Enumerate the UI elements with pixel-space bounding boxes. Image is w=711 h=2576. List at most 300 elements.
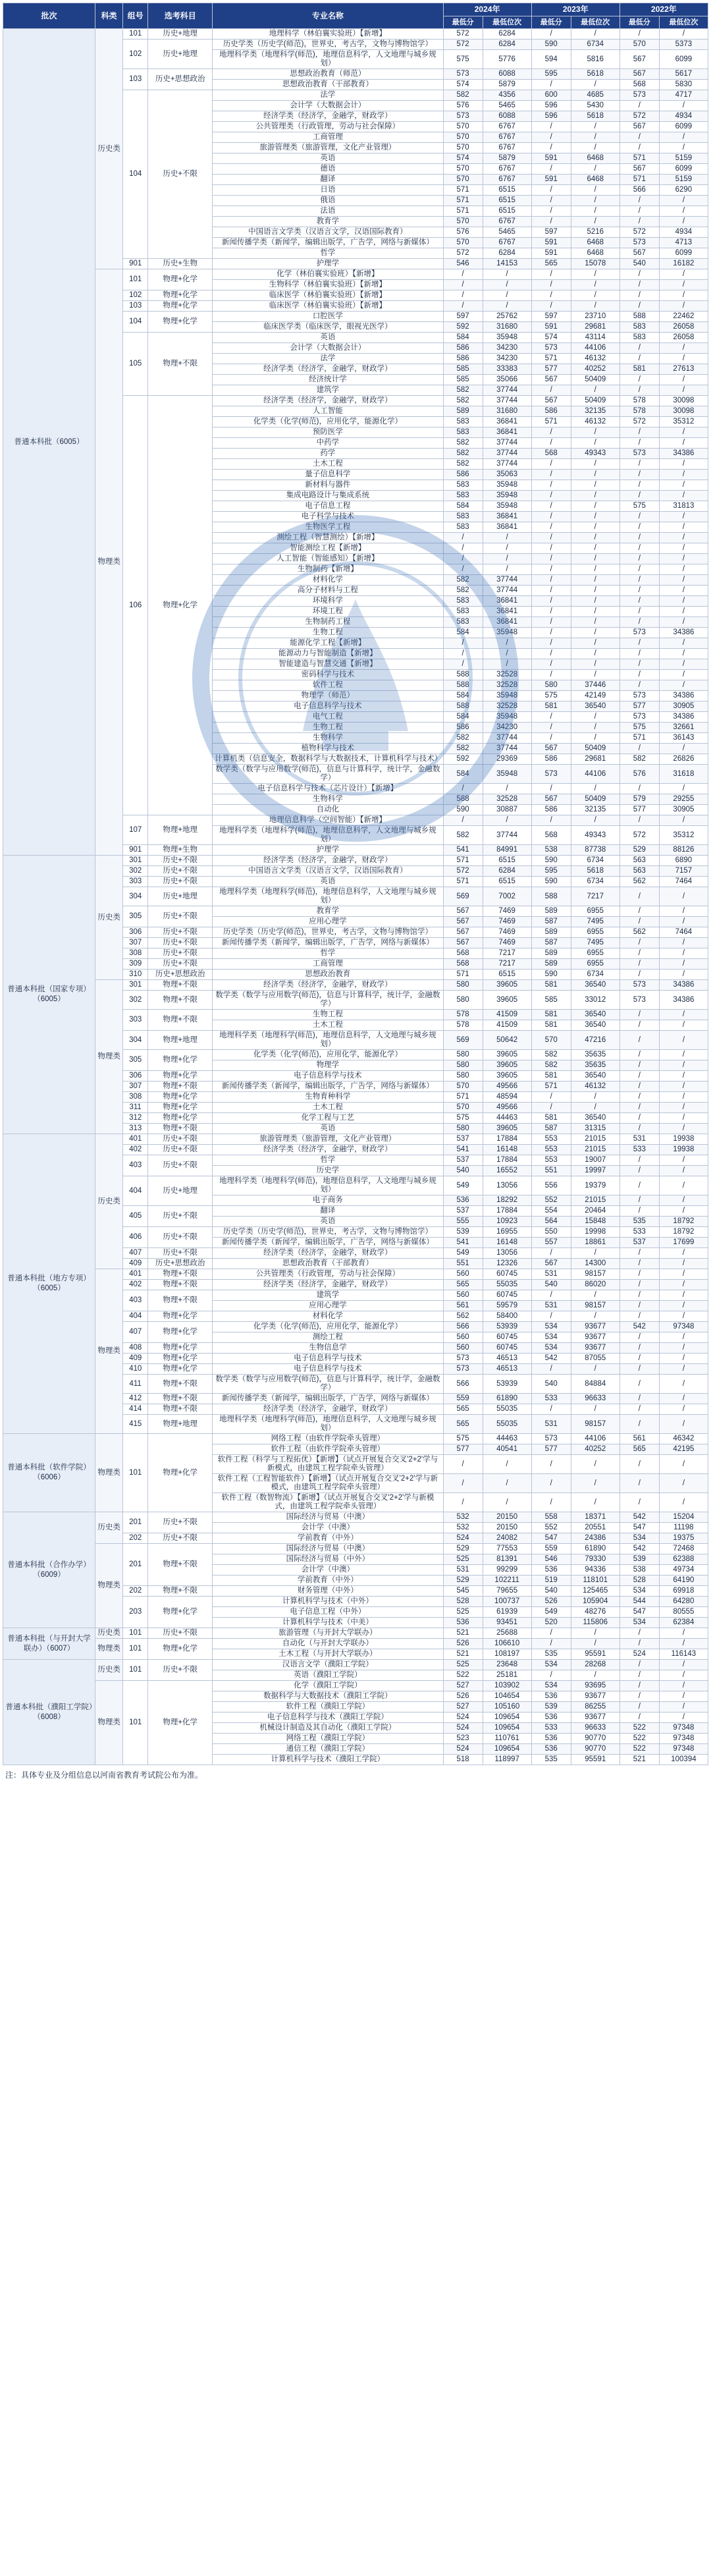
- min-rank-cell: 44106: [571, 765, 619, 784]
- min-rank-cell: 4356: [483, 90, 531, 101]
- subjects-cell: 物理+化学: [148, 290, 213, 301]
- min-score-cell: 542: [531, 1354, 571, 1364]
- major-name-cell: 公共管理类（行政管理，劳动与社会保障）: [213, 122, 443, 132]
- min-score-cell: 532: [443, 1512, 483, 1523]
- min-score-cell: /: [619, 491, 659, 501]
- min-rank-cell: /: [571, 1311, 619, 1322]
- major-name-cell: 地理科学（林伯襄实验班）【新增】: [213, 29, 443, 40]
- min-score-cell: 577: [619, 805, 659, 815]
- major-name-cell: 电子信息科学与技术（濮阳工学院）: [213, 1713, 443, 1723]
- min-rank-cell: 24386: [571, 1533, 619, 1544]
- min-rank-cell: 35063: [483, 470, 531, 480]
- min-rank-cell: 7495: [571, 938, 619, 948]
- major-name-cell: 高分子材料与工程: [213, 586, 443, 596]
- header-group-no: 组号: [123, 3, 148, 29]
- subjects-cell: 历史+不限: [148, 1134, 213, 1145]
- major-name-cell: 护理学: [213, 259, 443, 269]
- min-rank-cell: 35312: [659, 417, 708, 427]
- min-score-cell: /: [619, 659, 659, 670]
- min-score-cell: 582: [443, 90, 483, 101]
- min-rank-cell: 6515: [483, 877, 531, 887]
- min-score-cell: /: [531, 427, 571, 438]
- subjects-cell: 历史+不限: [148, 927, 213, 938]
- min-rank-cell: 58400: [483, 1311, 531, 1322]
- min-rank-cell: /: [571, 1639, 619, 1649]
- min-score-cell: /: [531, 196, 571, 206]
- major-name-cell: 土木工程（与开封大学联办）: [213, 1649, 443, 1660]
- min-rank-cell: 34386: [659, 980, 708, 991]
- min-rank-cell: 98157: [571, 1301, 619, 1311]
- major-name-cell: 数学类（数学与应用数学(师范)，信息与计算科学，统计学，金融数学）: [213, 765, 443, 784]
- min-score-cell: 541: [443, 1145, 483, 1155]
- min-score-cell: 537: [443, 1155, 483, 1166]
- min-score-cell: 519: [531, 1576, 571, 1586]
- min-rank-cell: 7469: [483, 938, 531, 948]
- min-rank-cell: /: [659, 1248, 708, 1259]
- min-rank-cell: /: [571, 670, 619, 680]
- min-rank-cell: 80555: [659, 1607, 708, 1618]
- min-rank-cell: 104654: [483, 1691, 531, 1702]
- min-score-cell: /: [619, 1060, 659, 1071]
- min-rank-cell: 87738: [571, 845, 619, 856]
- min-score-cell: /: [619, 607, 659, 617]
- min-score-cell: /: [531, 269, 571, 280]
- min-score-cell: /: [619, 1206, 659, 1217]
- major-name-cell: 旅游管理类（旅游管理，文化产业管理）: [213, 1134, 443, 1145]
- min-score-cell: /: [531, 206, 571, 217]
- min-score-cell: 537: [619, 1238, 659, 1248]
- major-name-cell: 土木工程: [213, 1103, 443, 1113]
- min-rank-cell: 84884: [571, 1375, 619, 1394]
- min-rank-cell: 37744: [483, 744, 531, 754]
- subjects-cell: 历史+思想政治: [148, 69, 213, 90]
- subjects-cell: 物理+化学: [148, 1311, 213, 1322]
- min-rank-cell: 36841: [483, 596, 531, 607]
- min-score-cell: 567: [619, 248, 659, 259]
- min-rank-cell: /: [659, 575, 708, 586]
- min-score-cell: /: [531, 815, 571, 826]
- min-score-cell: 522: [619, 1734, 659, 1744]
- group-number-cell: 901: [123, 259, 148, 269]
- min-rank-cell: /: [571, 459, 619, 470]
- min-score-cell: 588: [443, 794, 483, 805]
- min-rank-cell: /: [571, 217, 619, 227]
- header-subjects: 选考科目: [148, 3, 213, 29]
- min-score-cell: /: [531, 596, 571, 607]
- min-score-cell: /: [619, 375, 659, 385]
- min-rank-cell: /: [659, 1050, 708, 1060]
- min-score-cell: 596: [531, 111, 571, 122]
- min-score-cell: 590: [531, 970, 571, 980]
- major-name-cell: 地理科学类（地理科学(师范)，地理信息科学，人文地理与城乡规划）: [213, 826, 443, 845]
- group-number-cell: 414: [123, 1404, 148, 1415]
- min-score-cell: /: [531, 733, 571, 744]
- min-score-cell: /: [531, 501, 571, 512]
- min-score-cell: 547: [619, 1607, 659, 1618]
- min-score-cell: 585: [531, 991, 571, 1010]
- major-name-cell: 软件工程: [213, 680, 443, 691]
- min-score-cell: 538: [531, 845, 571, 856]
- min-rank-cell: /: [659, 1092, 708, 1103]
- min-score-cell: 591: [531, 248, 571, 259]
- major-name-cell: 地理科学类（地理科学(师范)，地理信息科学，人文地理与城乡规划）: [213, 887, 443, 906]
- subjects-cell: 历史+思想政治: [148, 970, 213, 980]
- group-number-cell: 305: [123, 1050, 148, 1071]
- min-score-cell: 573: [619, 712, 659, 723]
- min-score-cell: /: [619, 1455, 659, 1474]
- min-score-cell: 572: [443, 29, 483, 40]
- min-score-cell: /: [619, 554, 659, 564]
- min-rank-cell: 60745: [483, 1343, 531, 1354]
- min-rank-cell: 72468: [659, 1544, 708, 1554]
- min-score-cell: /: [531, 470, 571, 480]
- min-score-cell: 573: [619, 691, 659, 701]
- min-score-cell: 582: [619, 754, 659, 765]
- min-score-cell: 581: [619, 364, 659, 375]
- min-rank-cell: 35948: [483, 691, 531, 701]
- min-score-cell: 583: [619, 322, 659, 333]
- min-score-cell: 567: [443, 917, 483, 927]
- min-rank-cell: 90770: [571, 1744, 619, 1755]
- min-rank-cell: 64280: [659, 1597, 708, 1607]
- min-score-cell: /: [531, 164, 571, 175]
- min-rank-cell: 46513: [483, 1364, 531, 1375]
- min-score-cell: 573: [443, 111, 483, 122]
- min-rank-cell: 18371: [571, 1512, 619, 1523]
- group-number-cell: 202: [123, 1586, 148, 1597]
- min-rank-cell: /: [659, 1103, 708, 1113]
- min-rank-cell: 4717: [659, 90, 708, 101]
- min-rank-cell: /: [659, 438, 708, 449]
- subjects-cell: 物理+化学: [148, 1364, 213, 1375]
- min-rank-cell: /: [571, 554, 619, 564]
- header-category: 科类: [95, 3, 123, 29]
- min-rank-cell: 49343: [571, 449, 619, 459]
- min-rank-cell: 6468: [571, 175, 619, 185]
- min-score-cell: 571: [443, 196, 483, 206]
- min-rank-cell: 36143: [659, 733, 708, 744]
- major-name-cell: 物理学（师范）: [213, 691, 443, 701]
- min-score-cell: /: [531, 670, 571, 680]
- min-score-cell: /: [531, 1311, 571, 1322]
- min-rank-cell: 17884: [483, 1206, 531, 1217]
- min-score-cell: /: [619, 970, 659, 980]
- min-rank-cell: 36540: [571, 1071, 619, 1082]
- min-rank-cell: 49343: [571, 826, 619, 845]
- min-rank-cell: 35312: [659, 826, 708, 845]
- min-score-cell: 531: [531, 1415, 571, 1434]
- min-score-cell: /: [531, 649, 571, 659]
- min-score-cell: 560: [443, 1290, 483, 1301]
- min-rank-cell: 103902: [483, 1681, 531, 1691]
- table-row: [3, 1544, 708, 1554]
- group-number-cell: 201: [123, 1544, 148, 1586]
- min-rank-cell: /: [571, 628, 619, 638]
- min-score-cell: 522: [619, 1723, 659, 1734]
- min-rank-cell: 93677: [571, 1332, 619, 1343]
- min-rank-cell: /: [571, 80, 619, 90]
- major-name-cell: 新闻传播学类（新闻学，编辑出版学，广告学，网络与新媒体）: [213, 238, 443, 248]
- min-score-cell: /: [531, 1455, 571, 1474]
- min-score-cell: /: [443, 784, 483, 794]
- min-score-cell: 570: [443, 143, 483, 153]
- min-score-cell: 567: [619, 50, 659, 69]
- min-rank-cell: 16552: [483, 1166, 531, 1176]
- min-score-cell: /: [531, 1103, 571, 1113]
- subjects-cell: 物理+化学: [148, 312, 213, 333]
- min-rank-cell: /: [571, 1248, 619, 1259]
- min-rank-cell: /: [659, 512, 708, 522]
- group-number-cell: 306: [123, 927, 148, 938]
- min-rank-cell: /: [571, 132, 619, 143]
- min-score-cell: 569: [443, 1031, 483, 1050]
- min-score-cell: 566: [443, 1322, 483, 1332]
- min-score-cell: /: [619, 1713, 659, 1723]
- min-score-cell: /: [619, 512, 659, 522]
- min-rank-cell: 37744: [483, 396, 531, 406]
- batch-cell: 普通本科批（6005）: [3, 29, 95, 856]
- min-rank-cell: 5879: [483, 80, 531, 90]
- min-rank-cell: 95591: [571, 1755, 619, 1765]
- category-cell: 物理类: [95, 980, 123, 1134]
- min-rank-cell: 46342: [659, 1434, 708, 1444]
- min-rank-cell: /: [659, 1702, 708, 1713]
- min-rank-cell: 7464: [659, 877, 708, 887]
- min-score-cell: 531: [531, 1269, 571, 1280]
- major-name-cell: 国际经济与贸易（中澳）: [213, 1512, 443, 1523]
- min-score-cell: /: [619, 1280, 659, 1290]
- table-row: [3, 1512, 708, 1523]
- min-rank-cell: 6955: [571, 959, 619, 970]
- min-score-cell: /: [531, 617, 571, 628]
- min-score-cell: /: [443, 1455, 483, 1474]
- min-rank-cell: 98157: [571, 1415, 619, 1434]
- min-rank-cell: /: [571, 1364, 619, 1375]
- min-rank-cell: 5879: [483, 153, 531, 164]
- major-name-cell: 经济学类（经济学，金融学，财政学）: [213, 980, 443, 991]
- min-rank-cell: 7217: [483, 948, 531, 959]
- major-name-cell: 教育学: [213, 906, 443, 917]
- min-score-cell: /: [619, 586, 659, 596]
- min-rank-cell: 30098: [659, 406, 708, 417]
- major-name-cell: 生物信息学: [213, 1343, 443, 1354]
- min-score-cell: /: [619, 522, 659, 533]
- min-rank-cell: /: [483, 543, 531, 554]
- min-score-cell: 571: [443, 206, 483, 217]
- min-rank-cell: 32528: [483, 701, 531, 712]
- min-rank-cell: 46132: [571, 417, 619, 427]
- min-score-cell: 541: [443, 845, 483, 856]
- min-score-cell: 588: [531, 887, 571, 906]
- min-rank-cell: 109654: [483, 1723, 531, 1734]
- min-score-cell: 596: [531, 101, 571, 111]
- min-rank-cell: 36841: [483, 617, 531, 628]
- min-rank-cell: 118101: [571, 1576, 619, 1586]
- min-score-cell: /: [619, 1290, 659, 1301]
- min-score-cell: 550: [531, 1227, 571, 1238]
- major-name-cell: 电子信息科学与技术: [213, 1364, 443, 1375]
- min-rank-cell: /: [659, 1343, 708, 1354]
- major-name-cell: 临床医学（林伯襄实验班）【新增】: [213, 290, 443, 301]
- min-score-cell: 537: [443, 1134, 483, 1145]
- category-cell: 历史类: [95, 1512, 123, 1544]
- min-score-cell: 537: [443, 1206, 483, 1217]
- min-score-cell: /: [443, 301, 483, 312]
- min-rank-cell: 93677: [571, 1713, 619, 1723]
- min-score-cell: /: [619, 1394, 659, 1404]
- min-rank-cell: 35948: [483, 480, 531, 491]
- min-rank-cell: /: [659, 1639, 708, 1649]
- min-score-cell: 579: [619, 794, 659, 805]
- min-rank-cell: /: [483, 815, 531, 826]
- min-score-cell: /: [619, 1269, 659, 1280]
- min-rank-cell: 5159: [659, 175, 708, 185]
- subjects-cell: 物理+不限: [148, 1586, 213, 1597]
- min-score-cell: 583: [443, 607, 483, 617]
- min-rank-cell: /: [571, 533, 619, 543]
- min-score-cell: /: [531, 1628, 571, 1639]
- min-rank-cell: 100737: [483, 1597, 531, 1607]
- min-score-cell: 535: [531, 1649, 571, 1660]
- min-score-cell: 536: [531, 1691, 571, 1702]
- min-score-cell: 582: [443, 438, 483, 449]
- min-rank-cell: 36841: [483, 522, 531, 533]
- table-row: [3, 29, 708, 40]
- min-rank-cell: 50409: [571, 375, 619, 385]
- min-score-cell: 600: [531, 90, 571, 101]
- group-number-cell: 101: [123, 1639, 148, 1660]
- min-rank-cell: 93695: [571, 1681, 619, 1691]
- group-number-cell: 313: [123, 1124, 148, 1134]
- min-score-cell: 567: [619, 164, 659, 175]
- min-score-cell: 523: [443, 1734, 483, 1744]
- min-rank-cell: /: [659, 29, 708, 40]
- min-rank-cell: 6515: [483, 856, 531, 866]
- min-rank-cell: /: [571, 543, 619, 554]
- min-rank-cell: 6734: [571, 856, 619, 866]
- subjects-cell: 物理+化学: [148, 269, 213, 290]
- min-score-cell: /: [619, 1103, 659, 1113]
- min-score-cell: 524: [443, 1533, 483, 1544]
- min-rank-cell: 37744: [483, 385, 531, 396]
- min-rank-cell: /: [659, 1155, 708, 1166]
- min-rank-cell: 5816: [571, 50, 619, 69]
- min-score-cell: 575: [443, 1113, 483, 1124]
- min-score-cell: 595: [531, 69, 571, 80]
- min-rank-cell: 39605: [483, 1124, 531, 1134]
- min-rank-cell: 96633: [571, 1723, 619, 1734]
- min-score-cell: 575: [531, 691, 571, 701]
- min-rank-cell: 43114: [571, 333, 619, 343]
- table-row: [3, 1434, 708, 1444]
- min-rank-cell: /: [571, 501, 619, 512]
- min-score-cell: 582: [443, 396, 483, 406]
- min-score-cell: 522: [443, 1670, 483, 1681]
- min-score-cell: 570: [443, 1103, 483, 1113]
- min-score-cell: /: [531, 132, 571, 143]
- min-score-cell: 566: [619, 185, 659, 196]
- major-name-cell: 物理学: [213, 1060, 443, 1071]
- min-score-cell: 567: [619, 122, 659, 132]
- min-score-cell: /: [531, 143, 571, 153]
- min-rank-cell: 36540: [571, 980, 619, 991]
- min-rank-cell: /: [483, 564, 531, 575]
- min-score-cell: /: [531, 784, 571, 794]
- major-name-cell: 生物工程: [213, 723, 443, 733]
- min-rank-cell: /: [659, 1455, 708, 1474]
- min-score-cell: 563: [619, 866, 659, 877]
- subjects-cell: 物理+化学: [148, 1050, 213, 1071]
- min-rank-cell: /: [483, 533, 531, 543]
- group-number-cell: 412: [123, 1394, 148, 1404]
- min-score-cell: 524: [443, 1713, 483, 1723]
- major-name-cell: 经济学类（经济学，金融学，财政学）: [213, 396, 443, 406]
- subjects-cell: 历史+地理: [148, 40, 213, 69]
- min-rank-cell: /: [659, 1670, 708, 1681]
- min-score-cell: 571: [443, 856, 483, 866]
- min-score-cell: 571: [619, 733, 659, 744]
- min-rank-cell: 15204: [659, 1512, 708, 1523]
- major-name-cell: 历史学类（历史学(师范)，世界史，考古学，文物与博物馆学）: [213, 1227, 443, 1238]
- min-rank-cell: /: [571, 723, 619, 733]
- min-score-cell: 573: [443, 1354, 483, 1364]
- min-score-cell: 536: [531, 1744, 571, 1755]
- major-name-cell: 旅游管理（与开封大学联办）: [213, 1628, 443, 1639]
- major-name-cell: 生物科学（林伯襄实验班）【新增】: [213, 280, 443, 290]
- min-rank-cell: /: [659, 491, 708, 501]
- min-rank-cell: /: [659, 459, 708, 470]
- min-score-cell: /: [619, 1092, 659, 1103]
- min-rank-cell: 84991: [483, 845, 531, 856]
- min-score-cell: /: [531, 1670, 571, 1681]
- min-score-cell: 590: [531, 40, 571, 50]
- major-name-cell: 软件工程（数智物流）【新增】（试点开展复合交叉'2+2'学与新模式，由建筑工程学院牵头管理）: [213, 1493, 443, 1512]
- min-score-cell: 559: [531, 1544, 571, 1554]
- header-min-score: 最低分: [531, 16, 571, 29]
- min-score-cell: /: [619, 343, 659, 354]
- min-score-cell: 597: [443, 312, 483, 322]
- min-score-cell: 583: [619, 333, 659, 343]
- min-rank-cell: /: [659, 427, 708, 438]
- min-rank-cell: 93451: [483, 1618, 531, 1628]
- min-score-cell: /: [443, 1493, 483, 1512]
- min-score-cell: /: [619, 1364, 659, 1375]
- header-min-rank: 最低位次: [659, 16, 708, 29]
- min-score-cell: 572: [619, 417, 659, 427]
- batch-cell: 普通本科批（与开封大学联办）（6007）: [3, 1628, 95, 1660]
- min-rank-cell: 44463: [483, 1434, 531, 1444]
- subjects-cell: 历史+不限: [148, 90, 213, 259]
- min-score-cell: 555: [443, 1217, 483, 1227]
- min-rank-cell: /: [659, 1071, 708, 1082]
- subjects-cell: 物理+生物: [148, 845, 213, 856]
- min-rank-cell: 96633: [571, 1394, 619, 1404]
- category-cell: 物理类: [95, 1544, 123, 1628]
- min-score-cell: 532: [443, 1523, 483, 1533]
- min-score-cell: 584: [443, 712, 483, 723]
- min-rank-cell: 79330: [571, 1554, 619, 1565]
- min-rank-cell: 60745: [483, 1269, 531, 1280]
- admission-scores-table-wrapper: [3, 3, 708, 1780]
- major-name-cell: 法语: [213, 206, 443, 217]
- min-rank-cell: 44463: [483, 1113, 531, 1124]
- min-rank-cell: /: [659, 1176, 708, 1195]
- min-rank-cell: 4934: [659, 227, 708, 238]
- min-rank-cell: 37744: [483, 733, 531, 744]
- subjects-cell: 物理+地理: [148, 1415, 213, 1434]
- min-rank-cell: 11198: [659, 1523, 708, 1533]
- major-name-cell: 测绘工程: [213, 1332, 443, 1343]
